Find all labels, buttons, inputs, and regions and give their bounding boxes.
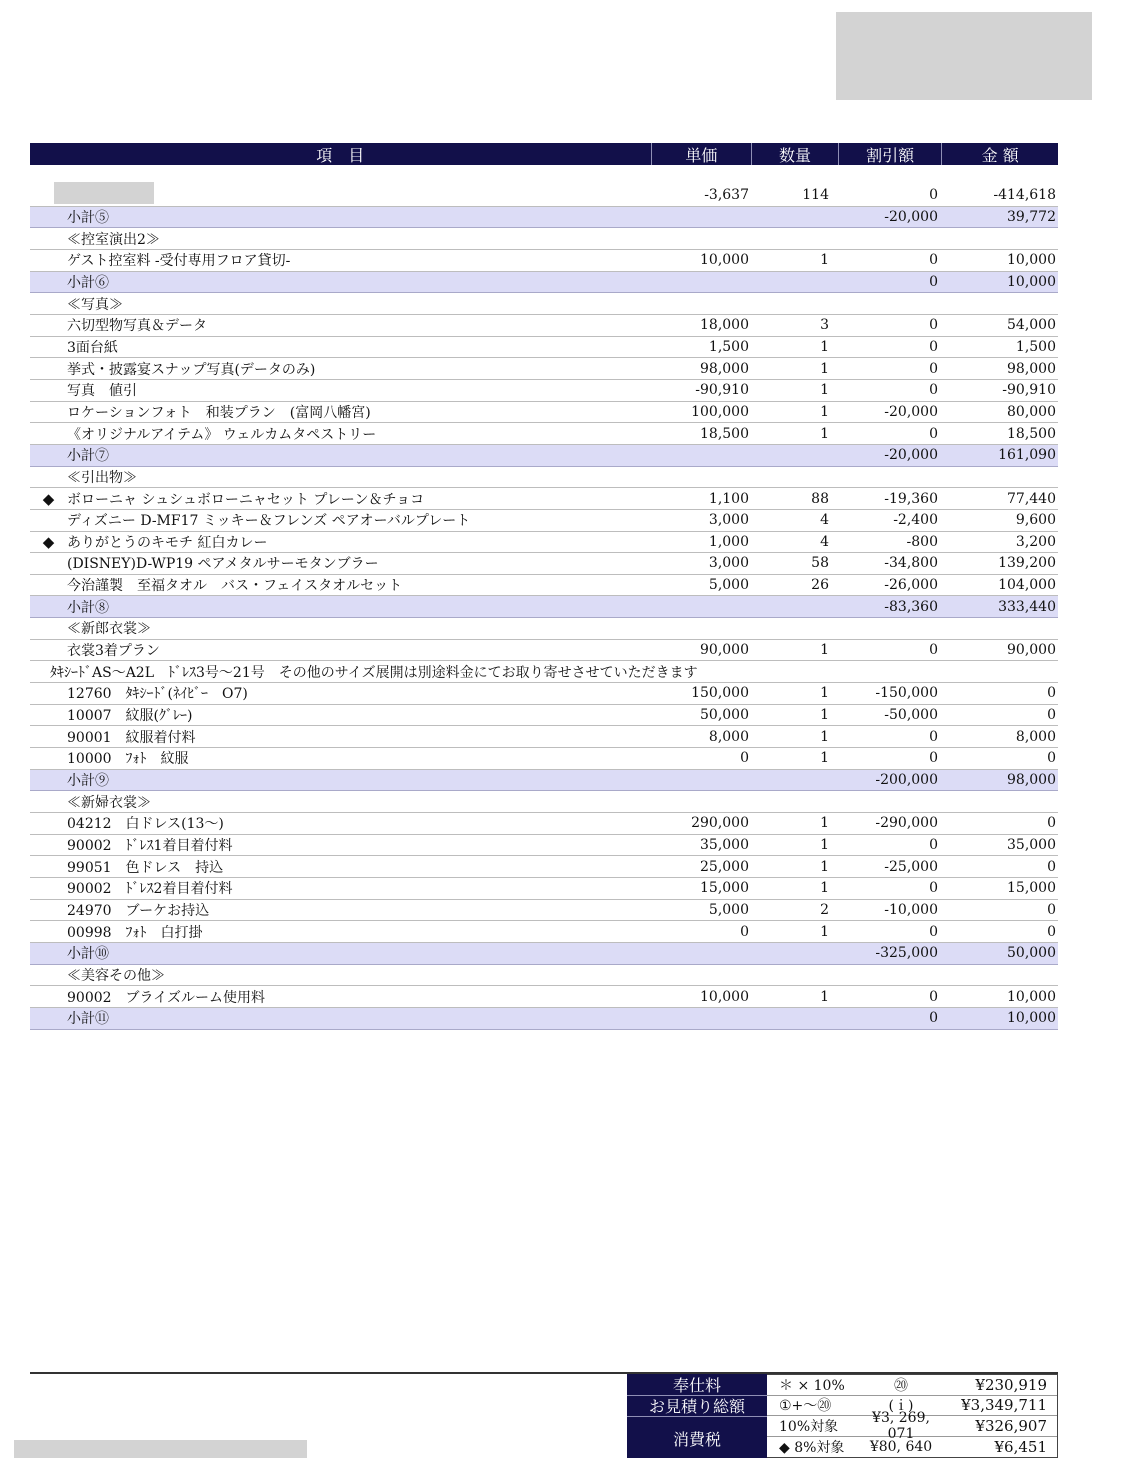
amount-cell: 0 (1047, 815, 1056, 832)
amount-cell: 3,200 (1015, 533, 1056, 550)
unit-price-cell: 3,000 (708, 555, 749, 572)
table-row (30, 856, 1058, 878)
table-row (30, 921, 1058, 943)
subtotal-row (30, 1008, 1058, 1030)
unit-price-cell: 5,000 (708, 901, 749, 918)
item-name: ≪写真≫ (67, 296, 123, 313)
table-row (30, 705, 1058, 727)
summary-values (767, 1374, 1058, 1458)
item-cell (30, 597, 653, 617)
section-row (30, 467, 1058, 489)
discount-cell: -50,000 (884, 707, 938, 724)
amount-cell: 8,000 (1015, 728, 1056, 745)
discount-cell: -290,000 (875, 815, 938, 832)
table-row (30, 250, 1058, 272)
amount-cell: 50,000 (1007, 945, 1056, 962)
item-cell (30, 792, 653, 812)
unit-price-cell: 150,000 (691, 685, 749, 702)
item-name: 90002 ﾄﾞﾚｽ2着目着付料 (67, 881, 233, 898)
unit-price-cell: 8,000 (708, 728, 749, 745)
item-name: 六切型物写真＆データ (67, 318, 207, 335)
quantity-cell: 3 (820, 317, 829, 334)
tax-mark-icon: ◆ (42, 489, 55, 508)
item-cell (30, 575, 653, 595)
discount-cell: 0 (929, 837, 938, 854)
item-name: 90001 紋服着付料 (67, 729, 196, 746)
discount-cell: -150,000 (875, 685, 938, 702)
service-ref: ⑳ (894, 1377, 908, 1394)
item-cell (30, 359, 653, 379)
quantity-cell: 1 (820, 382, 829, 399)
amount-cell: 104,000 (998, 577, 1056, 594)
discount-cell: 0 (929, 187, 938, 204)
unit-price-cell: -3,637 (704, 187, 749, 204)
item-cell (30, 813, 653, 833)
item-name: ゲスト控室料 -受付専用フロア貸切- (67, 253, 291, 270)
tax-10-row (767, 1409, 1057, 1442)
amount-cell: 90,000 (1007, 642, 1056, 659)
discount-cell: 0 (929, 1010, 938, 1027)
item-cell (30, 987, 653, 1007)
subtotal-row (30, 770, 1058, 792)
item-name: 小計⑨ (67, 773, 109, 790)
discount-cell: 0 (929, 642, 938, 659)
table-row (30, 726, 1058, 748)
item-name: 10000 ﾌｫﾄ 紋服 (67, 751, 189, 768)
amount-cell: 161,090 (998, 447, 1056, 464)
redacted-item-name (54, 182, 154, 204)
item-name: ありがとうのキモチ 紅白カレー (67, 534, 268, 551)
unit-price-cell: 98,000 (700, 360, 749, 377)
header-quantity: 数量 (751, 143, 838, 165)
item-name: 10007 紋服(ｸﾞﾚｰ) (67, 708, 193, 725)
amount-cell: 9,600 (1015, 512, 1056, 529)
item-name: 小計⑥ (67, 274, 109, 291)
header-discount: 割引額 (838, 143, 942, 165)
tax10-base: ¥3, 269, 071 (872, 1409, 930, 1442)
discount-cell: 0 (929, 750, 938, 767)
quantity-cell: 1 (820, 252, 829, 269)
table-row (30, 358, 1058, 380)
tax10-label: 10%対象 (779, 1418, 839, 1435)
unit-price-cell: 1,000 (708, 533, 749, 550)
item-name: 90002 ﾄﾞﾚｽ1着目着付料 (67, 838, 233, 855)
estimate-table (30, 143, 1058, 1030)
discount-cell: 0 (929, 382, 938, 399)
item-name: 00998 ﾌｫﾄ 白打掛 (67, 924, 203, 941)
discount-cell: 0 (929, 317, 938, 334)
amount-cell: 39,772 (1007, 208, 1056, 225)
table-row (30, 423, 1058, 445)
quantity-cell: 1 (820, 837, 829, 854)
note-row (30, 661, 1058, 683)
discount-cell: -20,000 (884, 447, 938, 464)
total-amount: ¥3,349,711 (961, 1396, 1047, 1415)
table-row (30, 835, 1058, 857)
discount-cell: 0 (929, 338, 938, 355)
quantity-cell: 58 (811, 555, 829, 572)
item-cell (30, 380, 653, 400)
quantity-cell: 1 (820, 425, 829, 442)
table-row (30, 900, 1058, 922)
amount-cell: 77,440 (1007, 490, 1056, 507)
discount-cell: -800 (906, 533, 938, 550)
amount-cell: 10,000 (1007, 252, 1056, 269)
table-row (30, 315, 1058, 337)
item-name: ≪引出物≫ (67, 469, 137, 486)
item-cell (30, 662, 698, 682)
item-cell (30, 1008, 653, 1028)
section-row (30, 293, 1058, 315)
item-name: ロケーションフォト 和装プラン (富岡八幡宮) (67, 404, 371, 421)
quantity-cell: 4 (820, 533, 829, 550)
discount-cell: 0 (929, 425, 938, 442)
item-cell (30, 835, 653, 855)
item-cell (30, 943, 653, 963)
unit-price-cell: 15,000 (700, 880, 749, 897)
unit-price-cell: 10,000 (700, 252, 749, 269)
unit-price-cell: 18,500 (700, 425, 749, 442)
unit-price-cell: 1,500 (708, 338, 749, 355)
item-cell (30, 207, 653, 227)
item-name: ≪新郎衣裳≫ (67, 621, 151, 638)
quantity-cell: 2 (820, 901, 829, 918)
item-name: 3面台紙 (67, 339, 118, 356)
item-name: 小計⑧ (67, 599, 109, 616)
table-row (30, 510, 1058, 532)
tax8-label: ◆ 8%対象 (779, 1439, 845, 1456)
item-cell (30, 445, 653, 465)
quantity-cell: 26 (811, 577, 829, 594)
quantity-cell: 1 (820, 988, 829, 1005)
header-amount: 金 額 (941, 143, 1058, 165)
item-name: (DISNEY)D-WP19 ペアメタルサーモタンブラー (67, 556, 379, 573)
subtotal-row (30, 207, 1058, 229)
table-row (30, 640, 1058, 662)
summary-box (627, 1374, 1058, 1458)
unit-price-cell: 0 (740, 923, 749, 940)
table-header (30, 143, 1058, 165)
consumption-tax-label: 消費税 (672, 1430, 721, 1449)
subtotal-row (30, 596, 1058, 618)
quantity-cell: 1 (820, 858, 829, 875)
amount-cell: 333,440 (998, 598, 1056, 615)
quantity-cell: 1 (820, 815, 829, 832)
item-cell (30, 900, 653, 920)
discount-cell: -26,000 (884, 577, 938, 594)
item-cell (30, 553, 653, 573)
item-cell (30, 294, 653, 314)
item-name: ディズニー D-MF17 ミッキー＆フレンズ ペアオーバルプレート (67, 513, 471, 530)
redacted-footer-block (14, 1440, 307, 1458)
table-row (30, 488, 1058, 510)
unit-price-cell: -90,910 (695, 382, 749, 399)
subtotal-row (30, 272, 1058, 294)
item-name: ボローニャ シュシュボローニャセット プレーン＆チョコ (67, 491, 425, 508)
amount-cell: 0 (1047, 858, 1056, 875)
header-item: 項 目 (316, 145, 365, 165)
unit-price-cell: 0 (740, 750, 749, 767)
amount-cell: 10,000 (1007, 1010, 1056, 1027)
table-row (30, 986, 1058, 1008)
item-name: ﾀｷｼｰﾄﾞAS〜A2L ﾄﾞﾚｽ3号〜21号 その他のサイズ展開は別途料金にてお取り寄せさせていただきます (50, 664, 698, 681)
table-row (30, 878, 1058, 900)
item-name: 99051 色ドレス 持込 (67, 859, 224, 876)
quantity-cell: 1 (820, 728, 829, 745)
total-basis: ①+〜⑳ (779, 1398, 832, 1415)
table-row (30, 185, 1058, 207)
item-name: 写真 値引 (67, 383, 137, 400)
item-cell (30, 878, 653, 898)
item-cell (30, 337, 653, 357)
discount-cell: 0 (929, 252, 938, 269)
item-cell (30, 229, 653, 249)
item-name: 24970 ブーケお持込 (67, 902, 210, 919)
quantity-cell: 1 (820, 880, 829, 897)
table-row (30, 553, 1058, 575)
discount-cell: -25,000 (884, 858, 938, 875)
table-row (30, 575, 1058, 597)
item-cell (30, 489, 653, 509)
amount-cell: 35,000 (1007, 837, 1056, 854)
item-cell (30, 272, 653, 292)
quantity-cell: 1 (820, 685, 829, 702)
tax10-amount: ¥326,907 (975, 1416, 1047, 1435)
item-cell (30, 857, 653, 877)
item-name: 12760 ﾀｷｼｰﾄﾞ(ﾈｲﾋﾞｰ O7) (67, 686, 248, 703)
item-name: ≪新婦衣裳≫ (67, 794, 151, 811)
header-unit-price: 単価 (651, 143, 752, 165)
section-row (30, 965, 1058, 987)
unit-price-cell: 290,000 (691, 815, 749, 832)
item-cell (30, 770, 653, 790)
item-name: 小計⑦ (67, 448, 109, 465)
table-row (30, 748, 1058, 770)
item-name: 挙式・披露宴スナップ写真(データのみ) (67, 361, 316, 378)
unit-price-cell: 10,000 (700, 988, 749, 1005)
unit-price-cell: 100,000 (691, 403, 749, 420)
amount-cell: 0 (1047, 685, 1056, 702)
discount-cell: -34,800 (884, 555, 938, 572)
quantity-cell: 88 (811, 490, 829, 507)
item-cell (30, 424, 653, 444)
item-name: 今治謹製 至福タオル バス・フェイスタオルセット (67, 578, 403, 595)
unit-price-cell: 35,000 (700, 837, 749, 854)
subtotal-row (30, 445, 1058, 467)
service-amount: ¥230,919 (975, 1375, 1047, 1394)
amount-cell: 98,000 (1007, 772, 1056, 789)
amount-cell: 0 (1047, 923, 1056, 940)
discount-cell: 0 (929, 273, 938, 290)
item-cell (30, 640, 653, 660)
quantity-cell: 1 (820, 338, 829, 355)
table-row (30, 813, 1058, 835)
unit-price-cell: 1,100 (708, 490, 749, 507)
tax8-amount: ¥6,451 (994, 1437, 1047, 1456)
unit-price-cell: 5,000 (708, 577, 749, 594)
quantity-cell: 1 (820, 403, 829, 420)
discount-cell: -20,000 (884, 403, 938, 420)
section-row (30, 791, 1058, 813)
amount-cell: 98,000 (1007, 360, 1056, 377)
amount-cell: 0 (1047, 707, 1056, 724)
item-cell (30, 315, 653, 335)
discount-cell: -200,000 (875, 772, 938, 789)
quantity-cell: 1 (820, 360, 829, 377)
quantity-cell: 1 (820, 707, 829, 724)
table-row (30, 683, 1058, 705)
amount-cell: 80,000 (1007, 403, 1056, 420)
discount-cell: -325,000 (875, 945, 938, 962)
discount-cell: -19,360 (884, 490, 938, 507)
discount-cell: 0 (929, 360, 938, 377)
item-cell (30, 532, 653, 552)
tax-8-row (767, 1437, 1057, 1458)
unit-price-cell: 3,000 (708, 512, 749, 529)
discount-cell: 0 (929, 988, 938, 1005)
item-cell (30, 683, 653, 703)
tax-mark-icon: ◆ (42, 532, 55, 551)
section-row (30, 618, 1058, 640)
quantity-cell: 114 (802, 187, 829, 204)
amount-cell: 54,000 (1007, 317, 1056, 334)
amount-cell: 15,000 (1007, 880, 1056, 897)
item-cell (30, 727, 653, 747)
item-cell (30, 250, 653, 270)
item-cell (30, 467, 653, 487)
item-name: ≪控室演出2≫ (67, 231, 160, 248)
amount-cell: 10,000 (1007, 988, 1056, 1005)
amount-cell: 18,500 (1007, 425, 1056, 442)
service-charge-label: 奉仕料 (627, 1374, 767, 1396)
item-name: 小計⑩ (67, 946, 109, 963)
item-cell (30, 748, 653, 768)
item-cell (30, 510, 653, 530)
amount-cell: 10,000 (1007, 273, 1056, 290)
discount-cell: 0 (929, 880, 938, 897)
total-ref: (ｉ) (888, 1398, 914, 1415)
table-row (30, 402, 1058, 424)
unit-price-cell: 18,000 (700, 317, 749, 334)
amount-cell: -90,910 (1002, 382, 1056, 399)
item-cell (30, 402, 653, 422)
unit-price-cell: 25,000 (700, 858, 749, 875)
service-charge-row (767, 1375, 1057, 1396)
item-name: 04212 白ドレス(13〜) (67, 816, 224, 833)
item-cell (30, 182, 653, 208)
table-row (30, 380, 1058, 402)
amount-cell: -414,618 (993, 187, 1056, 204)
item-cell (30, 965, 653, 985)
redacted-header-block (836, 12, 1092, 100)
unit-price-cell: 50,000 (700, 707, 749, 724)
item-name: ≪美容その他≫ (67, 967, 165, 984)
item-name: 衣裳3着プラン (67, 643, 160, 660)
tax8-base: ¥80, 640 (869, 1438, 933, 1455)
item-cell (30, 618, 653, 638)
discount-cell: 0 (929, 728, 938, 745)
service-basis: ＊ × 10% (779, 1377, 845, 1394)
item-name: 小計⑤ (67, 209, 109, 226)
quantity-cell: 1 (820, 642, 829, 659)
item-name: 90002 ブライズルーム使用料 (67, 989, 265, 1006)
discount-cell: -20,000 (884, 208, 938, 225)
item-name (67, 182, 653, 208)
amount-cell: 139,200 (998, 555, 1056, 572)
unit-price-cell: 90,000 (700, 642, 749, 659)
subtotal-row (30, 943, 1058, 965)
amount-cell: 0 (1047, 750, 1056, 767)
discount-cell: -2,400 (893, 512, 938, 529)
amount-cell: 0 (1047, 901, 1056, 918)
discount-cell: 0 (929, 923, 938, 940)
summary-labels (627, 1374, 767, 1458)
item-name: 小計⑪ (67, 1011, 109, 1028)
table-row (30, 337, 1058, 359)
item-cell (30, 922, 653, 942)
discount-cell: -83,360 (884, 598, 938, 615)
amount-cell: 1,500 (1015, 338, 1056, 355)
quantity-cell: 1 (820, 923, 829, 940)
discount-cell: -10,000 (884, 901, 938, 918)
section-row (30, 228, 1058, 250)
item-name: 《オリジナルアイテム》 ウェルカムタペストリー (67, 426, 377, 443)
quantity-cell: 1 (820, 750, 829, 767)
item-cell (30, 705, 653, 725)
quantity-cell: 4 (820, 512, 829, 529)
table-row (30, 532, 1058, 554)
total-estimate-label: お見積り総額 (627, 1396, 767, 1418)
table-body (30, 185, 1058, 1030)
